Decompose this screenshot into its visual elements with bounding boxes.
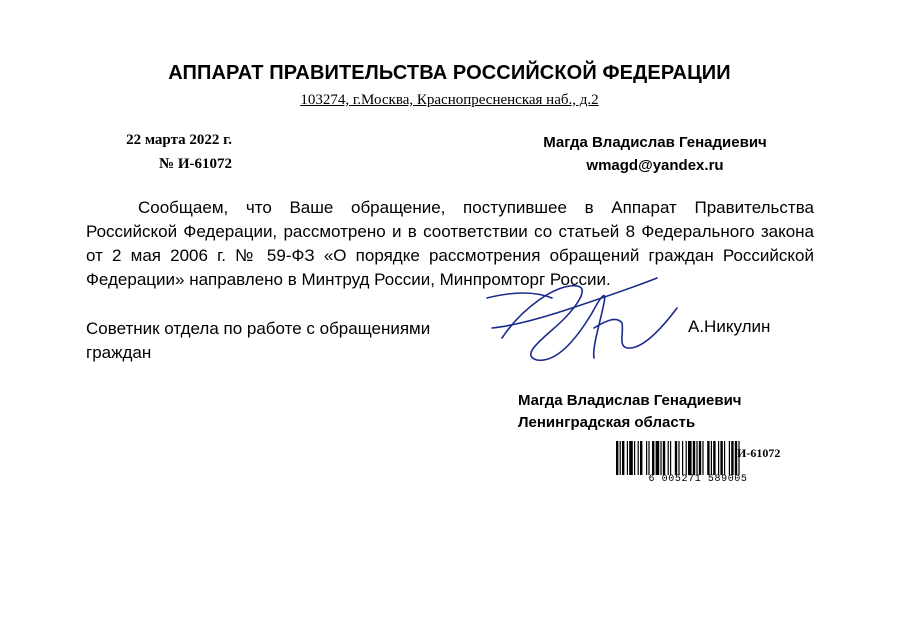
recipient-name: Магда Владислав Генадиевич — [543, 134, 767, 151]
signer-position: Советник отдела по работе с обращениями граждан — [86, 319, 431, 362]
barcode-digits: 6 005271 589005 — [648, 474, 748, 485]
registration-number: № И-61072 — [159, 156, 232, 172]
organization-title: АППАРАТ ПРАВИТЕЛЬСТВА РОССИЙСКОЙ ФЕДЕРАЦИИ — [168, 62, 731, 84]
signer-name: А.Никулин — [688, 317, 771, 336]
barcode-code: И-61072 — [737, 446, 781, 460]
letter-body: Сообщаем, что Ваше обращение, поступившее в Аппарат Правительства Российской Федерации, рассмотрено и в соответствии со статьей 8 Федерального закона от 2 мая 2006 г. № 59-ФЗ «О порядке рассмотрения обращений граждан Российской Федерации» направлено в Минтруд России, Минпромторг России. — [86, 198, 814, 289]
recipient-email: wmagd@yandex.ru — [586, 157, 724, 174]
document-date: 22 марта 2022 г. — [126, 132, 232, 148]
organization-address-text: 103274, г.Москва, Краснопресненская наб., д.2 — [300, 92, 599, 108]
handwritten-signature — [482, 268, 682, 368]
addressee-region: Ленинградская область — [518, 414, 696, 431]
addressee-name: Магда Владислав Генадиевич — [518, 392, 742, 409]
organization-address — [0, 92, 899, 109]
